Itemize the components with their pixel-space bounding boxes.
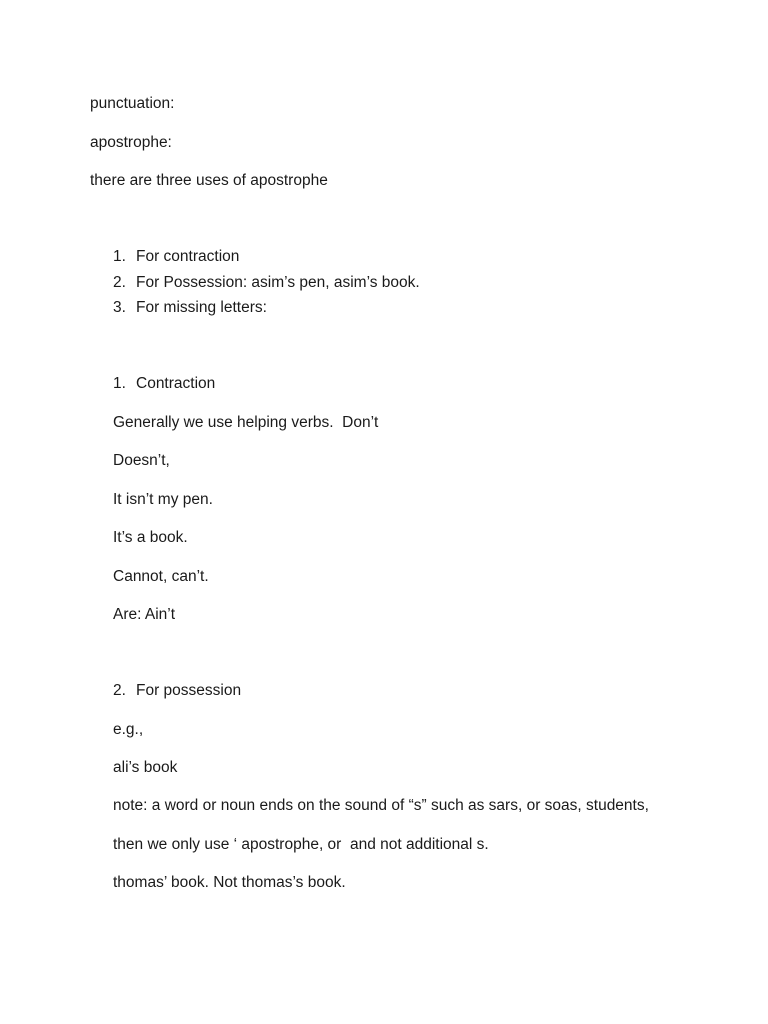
heading-punctuation: punctuation: <box>90 95 175 112</box>
intro-text: there are three uses of apostrophe <box>90 172 328 189</box>
paragraph-line: Cannot, can’t. <box>113 568 209 585</box>
paragraph-line: thomas’ book. Not thomas’s book. <box>113 874 346 891</box>
list-text: For Possession: asim’s pen, asim’s book. <box>136 274 420 291</box>
list-text: For missing letters: <box>136 299 267 316</box>
paragraph-line: It’s a book. <box>113 529 188 546</box>
section-number: 2. <box>113 682 126 699</box>
paragraph-line: It isn’t my pen. <box>113 491 213 508</box>
paragraph-line: ali’s book <box>113 759 178 776</box>
section-title: Contraction <box>136 375 216 392</box>
list-number: 2. <box>113 274 126 291</box>
heading-apostrophe: apostrophe: <box>90 134 172 151</box>
list-number: 1. <box>113 248 126 265</box>
paragraph-line: Doesn’t, <box>113 452 170 469</box>
paragraph-line: Are: Ain’t <box>113 606 176 623</box>
paragraph-line: note: a word or noun ends on the sound of “s” such as sars, or soas, students, <box>113 797 649 814</box>
paragraph-line: Generally we use helping verbs. Don’t <box>113 414 379 431</box>
section-number: 1. <box>113 375 126 392</box>
section-title: For possession <box>136 682 242 699</box>
paragraph-line: then we only use ‘ apostrophe, or and not additional s. <box>113 836 489 853</box>
paragraph-line: e.g., <box>113 721 144 738</box>
list-number: 3. <box>113 299 126 316</box>
list-text: For contraction <box>136 248 240 265</box>
